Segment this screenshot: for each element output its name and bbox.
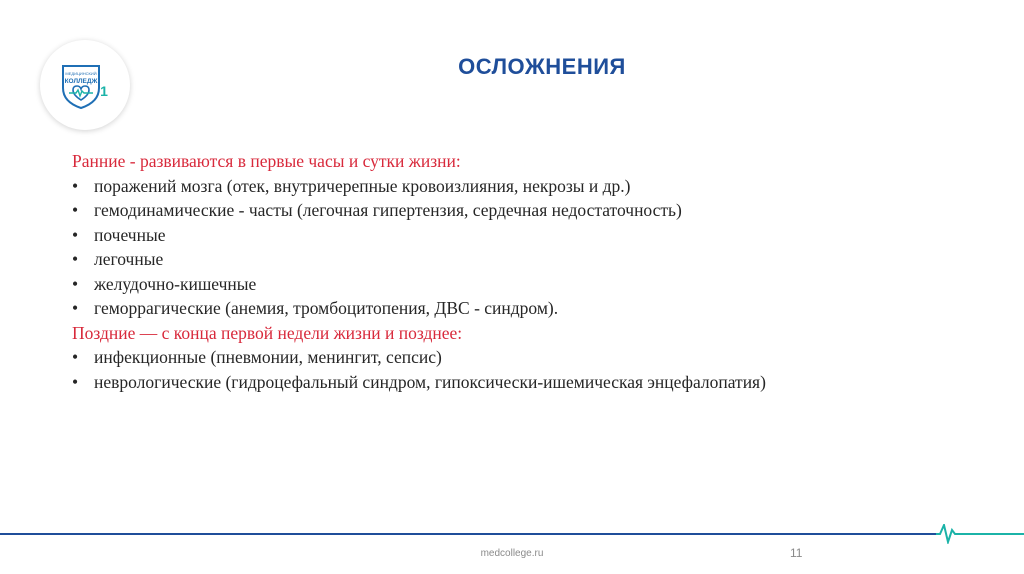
footer-pulse-line bbox=[0, 524, 1024, 544]
list-item bbox=[72, 198, 992, 223]
list-item bbox=[72, 247, 992, 272]
logo-text-main: КОЛЛЕДЖ bbox=[64, 78, 98, 85]
bullet-marker: • bbox=[72, 175, 79, 196]
page-number: 11 bbox=[790, 546, 803, 560]
slide-title: ОСЛОЖНЕНИЯ bbox=[458, 54, 626, 79]
logo-text-top: МЕДИЦИНСКИЙ bbox=[65, 71, 97, 76]
list-item bbox=[72, 296, 992, 321]
bullet-marker: • bbox=[72, 371, 79, 392]
list-item-text: желудочно-кишечные bbox=[94, 273, 257, 294]
early-heading: Ранние - развиваются в первые часы и сутки жизни: bbox=[72, 151, 461, 171]
list-item-text: геморрагические (анемия, тромбоцитопения, ДВС - синдром). bbox=[94, 298, 559, 318]
footer-website: medcollege.ru bbox=[480, 548, 544, 559]
logo-number: 1 bbox=[100, 83, 108, 99]
list-item bbox=[72, 174, 992, 199]
bullet-marker: • bbox=[72, 298, 79, 318]
list-item-text: поражений мозга (отек, внутричерепные кровоизлияния, некрозы и др.) bbox=[94, 175, 631, 196]
list-item-text: инфекционные (пневмонии, менингит, сепсис) bbox=[94, 347, 442, 367]
list-item bbox=[72, 345, 992, 370]
list-item bbox=[72, 272, 992, 297]
heartbeat-icon bbox=[936, 525, 1024, 542]
bullet-marker: • bbox=[72, 224, 79, 245]
late-heading: Поздние — с конца первой недели жизни и позднее: bbox=[72, 322, 463, 343]
bullet-marker: • bbox=[72, 200, 79, 220]
slide-content bbox=[72, 149, 992, 394]
list-item-text: легочные bbox=[94, 249, 164, 269]
list-item-text: гемодинамические - часты (легочная гипертензия, сердечная недостаточность) bbox=[94, 200, 682, 220]
bullet-marker: • bbox=[72, 273, 79, 294]
list-item-text: неврологические (гидроцефальный синдром, гипоксически-ишемическая энцефалопатия) bbox=[94, 371, 766, 392]
list-item bbox=[72, 223, 992, 248]
bullet-marker: • bbox=[72, 347, 79, 367]
list-item bbox=[72, 370, 992, 395]
list-item-text: почечные bbox=[94, 224, 166, 245]
bullet-marker: • bbox=[72, 249, 79, 269]
